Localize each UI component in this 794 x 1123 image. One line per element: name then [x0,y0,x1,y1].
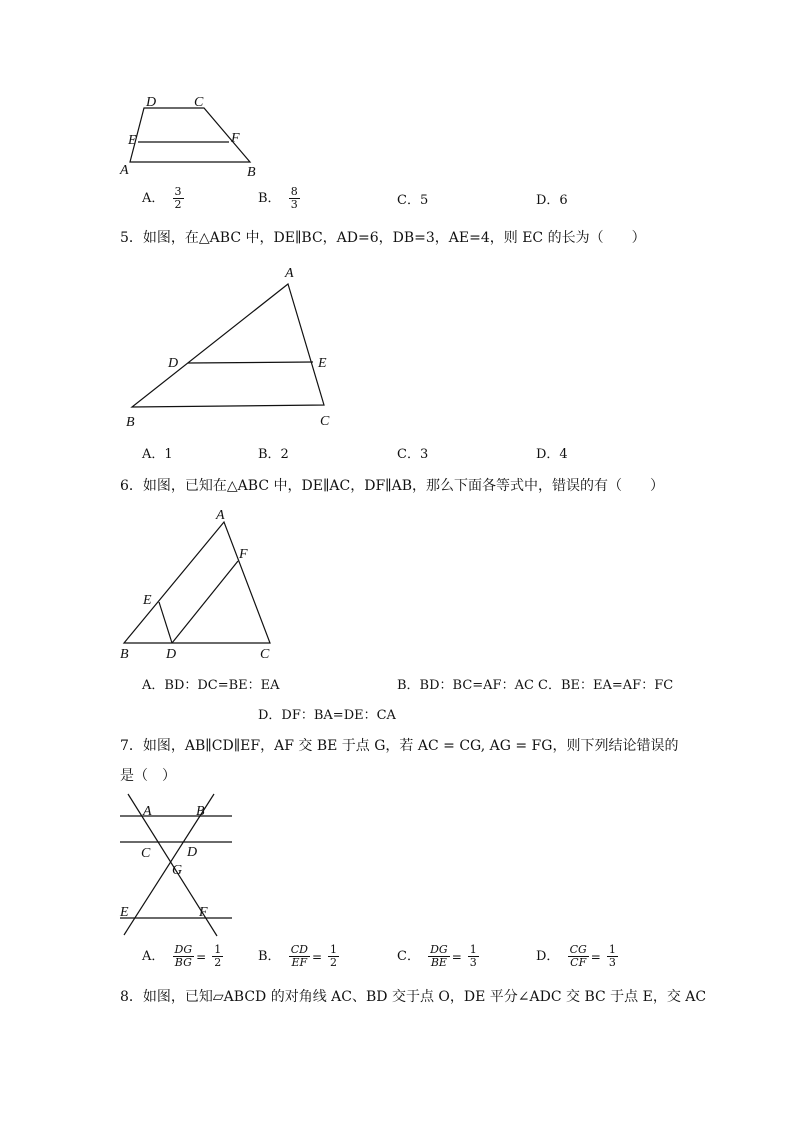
option-letter: B． [258,191,281,206]
label-C: C [320,414,330,429]
label-C: C [260,647,270,662]
numerator: 3 [174,185,182,198]
option-letter: D． [536,949,560,964]
fraction: $\frac{1}{2}$ [214,943,222,969]
label-C: C [141,846,151,861]
fraction [289,186,300,211]
fraction: $\frac{CG}{CF}$ [569,943,587,969]
label-D: D [187,845,198,860]
label-D: D [166,647,177,662]
q6-option-d: D．DF：BA=DE：CA [258,708,396,723]
option-letter: A． [142,949,165,964]
label-A: A [216,508,225,523]
q4-option-c: C．5 [397,193,429,208]
fraction [173,186,184,211]
label-F: F [239,547,248,562]
label-E: E [120,905,129,920]
q7-option-a [142,944,223,969]
label-B: B [120,647,129,662]
equals-sign: = [311,949,323,964]
label-D: D [168,356,179,371]
label-D: D [146,95,157,110]
equals-sign: = [590,949,601,964]
label-A: A [120,163,129,178]
label-A: A [143,804,152,819]
label-A: A [285,266,294,281]
q5-stem: 5．如图，在△ABC 中，DE∥BC，AD=6，DB=3，AE=4，则 EC 的长为（ ） [120,230,646,246]
fraction: $\frac{1}{3}$ [469,943,477,969]
fraction: $\frac{DG}{BG}$ [174,943,193,969]
q7-option-d [536,944,618,969]
q5-option-a: A．1 [142,447,173,462]
q5-option-c: C．3 [397,447,429,462]
q5-option-d: D．4 [536,447,568,462]
q4-option-a [142,186,184,211]
denominator: 3 [290,198,298,211]
q7-stem-line2: 是（ ） [120,768,176,784]
q6-option-a: A．BD：DC=BE：EA [142,678,280,693]
denominator: 2 [174,198,182,211]
fraction: $\frac{1}{3}$ [608,943,616,969]
q8-stem: 8．如图，已知▱ABCD 的对角线 AC、BD 交于点 O，DE 平分∠ADC 交 BC 于点 E，交 AC [120,989,707,1005]
option-letter: B． [258,949,281,964]
label-E: E [128,133,137,148]
label-F: F [199,905,208,920]
label-B: B [247,165,256,180]
q6-stem: 6．如图，已知在△ABC 中，DE∥AC，DF∥AB，那么下面各等式中，错误的有（ ） [120,478,665,494]
option-letter: C． [397,949,420,964]
q5-triangle-figure [118,258,348,436]
q7-option-c [397,944,479,969]
fraction: $\frac{DG}{BE}$ [430,943,448,969]
label-B: B [126,415,135,430]
q4-trapezoid-figure [110,88,280,180]
q4-option-d: D．6 [536,193,568,208]
label-B: B [196,804,205,819]
fraction: $\frac{CD}{EF}$ [290,943,308,969]
equals-sign: = [451,949,462,964]
numerator: 8 [290,185,298,198]
label-F: F [231,131,240,146]
fraction: $\frac{1}{2}$ [330,943,338,969]
q6-triangle-figure [112,504,282,664]
q5-option-b: B．2 [258,447,289,462]
q7-parallel-lines-figure [114,790,244,940]
label-E: E [143,593,152,608]
label-G: G [172,863,183,878]
q7-option-b [258,944,339,969]
q7-stem-line1: 7．如图，AB∥CD∥EF，AF 交 BE 于点 G，若 AC = CG, AG = FG，则下列结论错误的 [120,738,679,754]
q4-option-b [258,186,300,211]
label-E: E [318,356,327,371]
equals-sign: = [196,949,207,964]
label-C: C [194,95,204,110]
option-letter: A． [142,191,165,206]
q6-option-bc: B．BD：BC=AF：AC C．BE：EA=AF：FC [397,678,674,693]
